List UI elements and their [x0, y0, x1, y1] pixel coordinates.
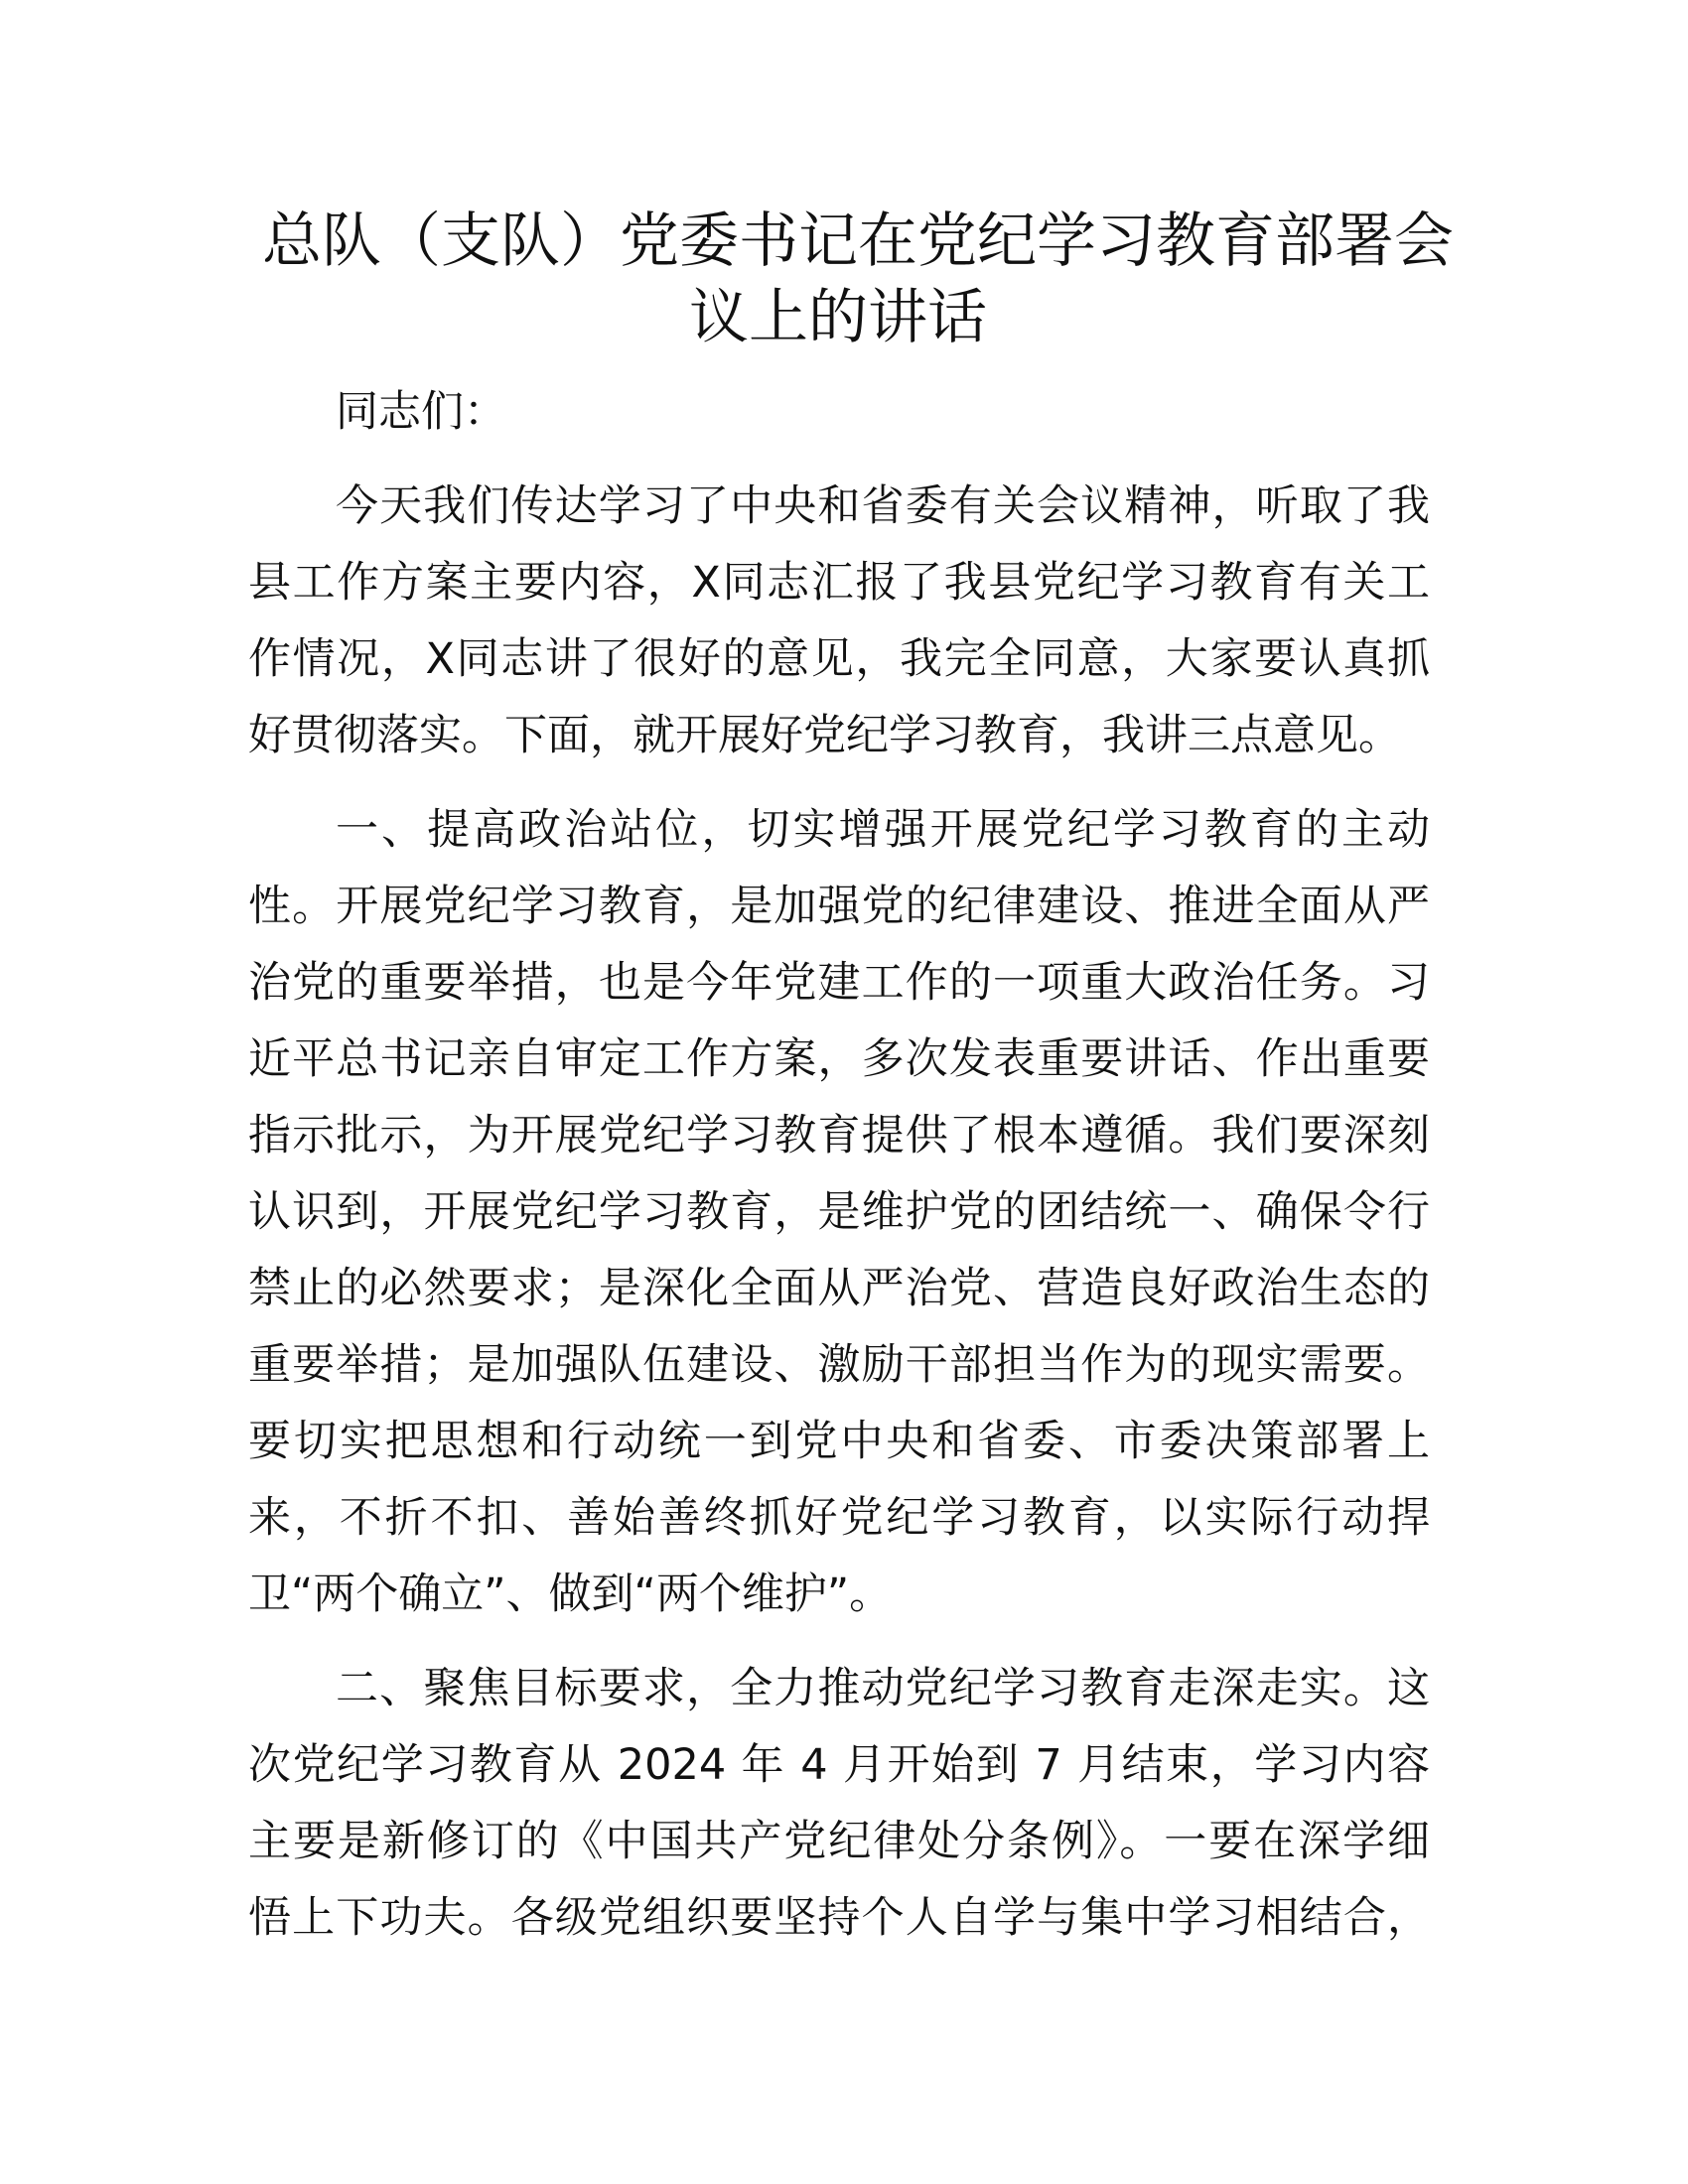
text-line: 重要举措；是加强队伍建设、激励干部担当作为的现实需要。 — [248, 1340, 1430, 1390]
text-line: 一、提高政治站位，切实增强开展党纪学习教育的主动 — [336, 805, 1430, 855]
text-line: 县工作方案主要内容，X同志汇报了我县党纪学习教育有关工 — [248, 558, 1430, 608]
salutation — [248, 374, 1430, 451]
salutation-text: 同志们： — [336, 387, 506, 437]
text-line: 次党纪学习教育从 2024 年 4 月开始到 7 月结束，学习内容 — [248, 1740, 1430, 1790]
title-line: 总队（支队）党委书记在党纪学习教育部署会 — [262, 206, 1454, 276]
text-line: 主要是新修订的《中国共产党纪律处分条例》。一要在深学细 — [248, 1817, 1430, 1866]
text-line: 指示批示，为开展党纪学习教育提供了根本遵循。我们要深刻 — [248, 1111, 1430, 1160]
text-line: 悟上下功夫。各级党组织要坚持个人自学与集中学习相结合， — [248, 1893, 1430, 1943]
text-line: 今天我们传达学习了中央和省委有关会议精神，听取了我 — [336, 481, 1430, 531]
text-line: 作情况，X同志讲了很好的意见，我完全同意，大家要认真抓 — [248, 634, 1430, 684]
title-line: 议上的讲话 — [689, 283, 987, 352]
text-line: 禁止的必然要求；是深化全面从严治党、营造良好政治生态的 — [248, 1264, 1430, 1313]
text-line: 卫“两个确立”、做到“两个维护”。 — [248, 1570, 893, 1619]
paragraph — [248, 792, 1430, 1633]
text-line: 治党的重要举措，也是今年党建工作的一项重大政治任务。习 — [248, 958, 1430, 1008]
text-line: 二、聚焦目标要求，全力推动党纪学习教育走深走实。这 — [336, 1664, 1430, 1713]
text-line: 性。开展党纪学习教育，是加强党的纪律建设、推进全面从严 — [248, 882, 1430, 931]
text-line: 来，不折不扣、善始善终抓好党纪学习教育，以实际行动捍 — [248, 1493, 1430, 1543]
paragraph — [248, 1651, 1430, 1957]
document-page — [248, 204, 1454, 1957]
text-line: 近平总书记亲自审定工作方案，多次发表重要讲话、作出重要 — [248, 1034, 1430, 1084]
paragraph — [248, 469, 1430, 774]
text-line: 要切实把思想和行动统一到党中央和省委、市委决策部署上 — [248, 1417, 1430, 1466]
text-line: 好贯彻落实。下面，就开展好党纪学习教育，我讲三点意见。 — [248, 711, 1401, 760]
text-line: 认识到，开展党纪学习教育，是维护党的团结统一、确保令行 — [248, 1187, 1430, 1237]
document-title — [262, 204, 1454, 356]
